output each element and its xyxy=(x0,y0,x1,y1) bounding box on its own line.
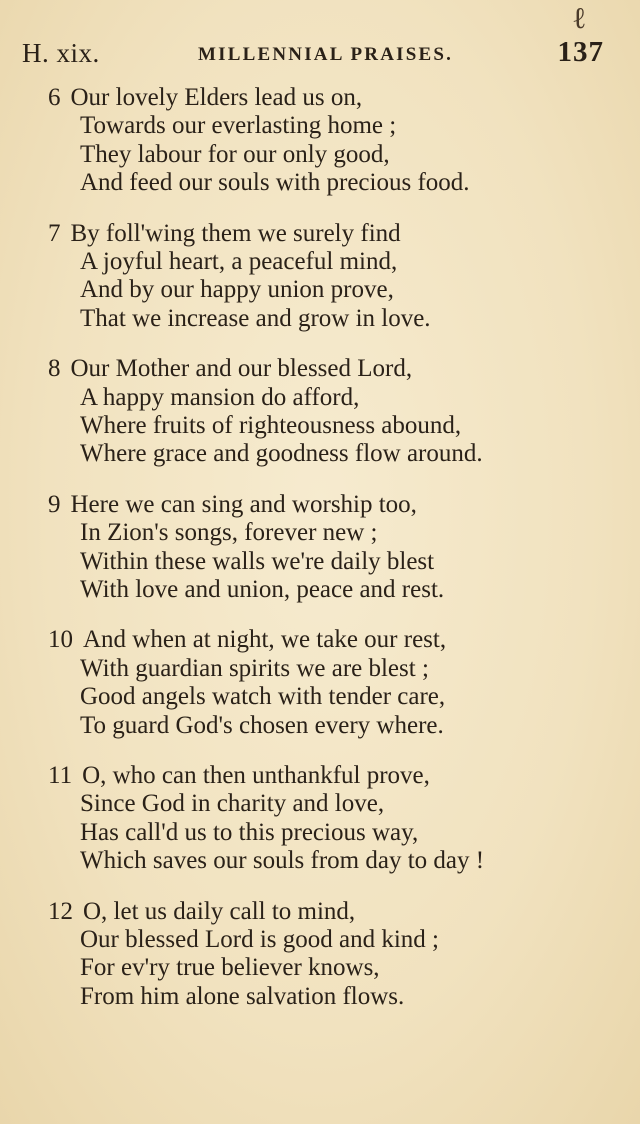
verse-line: O, let us daily call to mind, xyxy=(83,897,356,925)
verse-line: From him alone salvation flows. xyxy=(80,982,405,1010)
verse-line: Within these walls we're daily blest xyxy=(80,547,435,575)
verse-line: Where grace and goodness flow around. xyxy=(80,440,483,468)
verse-line: Where fruits of righteousness abound, xyxy=(80,411,462,439)
verse-first-line xyxy=(48,491,618,519)
verse-line: A joyful heart, a peaceful mind, xyxy=(80,247,398,275)
verse-first-line xyxy=(48,355,618,383)
verse-line: In Zion's songs, forever new ; xyxy=(80,519,378,547)
hymn-reference: H. xix. xyxy=(22,38,100,68)
ink-mark-icon: ℓ xyxy=(572,2,587,35)
verse-number: 6 xyxy=(48,84,61,111)
verse-line: With love and union, peace and rest. xyxy=(80,575,445,603)
verse-line: And by our happy union prove, xyxy=(80,276,394,304)
verse-line: Since God in charity and love, xyxy=(80,790,385,818)
verse-line: And feed our souls with precious food. xyxy=(80,169,470,197)
verse-line: They labour for our only good, xyxy=(80,140,390,168)
verse-number: 10 xyxy=(48,626,73,654)
verse-line: By foll'wing them we surely find xyxy=(70,219,401,247)
verse-line: Which saves our souls from day to day ! xyxy=(80,847,485,875)
verse xyxy=(48,626,618,737)
page-number: 137 xyxy=(557,36,604,68)
verse-line: And when at night, we take our rest, xyxy=(83,626,447,654)
verse xyxy=(48,491,618,602)
verse-line: Good angels watch with tender care, xyxy=(80,683,446,711)
verse-first-line xyxy=(48,220,618,248)
verse-line: Our blessed Lord is good and kind ; xyxy=(80,925,439,953)
verse-line: Here we can sing and worship too, xyxy=(70,490,417,518)
verse-line: Has call'd us to this precious way, xyxy=(80,818,419,846)
verse-first-line xyxy=(48,84,618,112)
running-header xyxy=(22,38,604,72)
verse-line: That we increase and grow in love. xyxy=(80,304,431,332)
verse-line: For ev'ry true believer knows, xyxy=(80,954,380,982)
verse-number: 8 xyxy=(48,355,61,383)
verse xyxy=(48,762,618,873)
verse-line: A happy mansion do afford, xyxy=(80,383,360,411)
verse xyxy=(48,220,618,331)
verse-line: O, who can then unthankful prove, xyxy=(82,761,430,789)
verse-line: Our Mother and our blessed Lord, xyxy=(70,355,413,383)
verse-number: 9 xyxy=(48,490,61,518)
verse xyxy=(48,84,618,195)
verse-number: 11 xyxy=(48,761,73,789)
verse-number: 12 xyxy=(48,897,73,925)
running-title: MILLENNIAL PRAISES. xyxy=(198,44,454,65)
verse-first-line xyxy=(48,626,618,654)
verse-line: With guardian spirits we are blest ; xyxy=(80,654,429,682)
hymn-verses xyxy=(48,84,618,1033)
verse xyxy=(48,355,618,466)
verse-line: Towards our everlasting home ; xyxy=(80,112,397,140)
verse-line: Our lovely Elders lead us on, xyxy=(70,84,363,111)
verse-line: To guard God's chosen every where. xyxy=(80,711,444,739)
verse-number: 7 xyxy=(48,219,61,247)
verse-first-line xyxy=(48,762,618,790)
verse xyxy=(48,898,618,1009)
verse-first-line xyxy=(48,898,618,926)
